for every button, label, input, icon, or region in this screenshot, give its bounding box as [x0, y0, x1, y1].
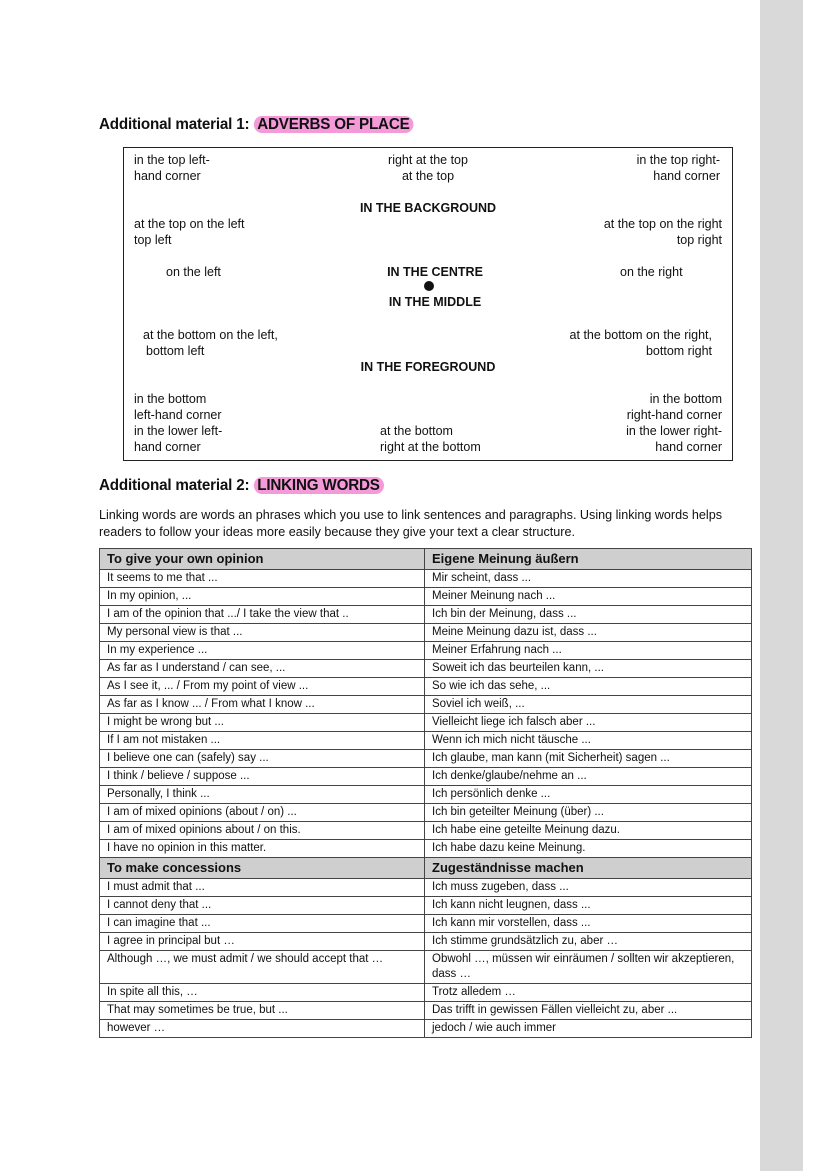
german-phrase: So wie ich das sehe, ...: [425, 678, 752, 696]
english-phrase: In spite all this, …: [100, 984, 425, 1002]
table-header-row: [100, 549, 752, 570]
pos-text: at the top on the right: [603, 217, 722, 231]
pos-text: top right: [676, 233, 722, 247]
pos-text: in the bottom: [649, 392, 722, 406]
pos-bottom-center: [380, 423, 481, 455]
english-phrase: I must admit that ...: [100, 879, 425, 897]
german-phrase: Soviel ich weiß, ...: [425, 696, 752, 714]
german-phrase: Ich kann nicht leugnen, dass ...: [425, 897, 752, 915]
table-row: [100, 897, 752, 915]
english-phrase: Although …, we must admit / we should accept that …: [100, 951, 425, 984]
linking-words-table: [99, 548, 752, 1038]
table-row: [100, 696, 752, 714]
table-row: [100, 1020, 752, 1038]
table-row: [100, 933, 752, 951]
pos-text: hand corner: [134, 169, 201, 183]
table-row: [100, 840, 752, 858]
english-phrase: I can imagine that ...: [100, 915, 425, 933]
table-row: [100, 678, 752, 696]
pos-text: bottom right: [645, 344, 712, 358]
pos-foreground: IN THE FOREGROUND: [360, 360, 496, 374]
table-row: [100, 915, 752, 933]
section2-heading-highlight: LINKING WORDS: [253, 477, 383, 494]
german-phrase: Ich persönlich denke ...: [425, 786, 752, 804]
pos-mid-lower-left: [143, 327, 278, 359]
pos-text: in the bottom: [134, 392, 207, 406]
german-phrase: Zugeständnisse machen: [425, 858, 752, 879]
section1-heading-prefix: Additional material 1:: [99, 116, 250, 133]
table-row: [100, 624, 752, 642]
german-phrase: Trotz alledem …: [425, 984, 752, 1002]
english-phrase: My personal view is that ...: [100, 624, 425, 642]
english-phrase: As far as I understand / can see, ...: [100, 660, 425, 678]
pos-text: right-hand corner: [626, 408, 722, 422]
english-phrase: I might be wrong but ...: [100, 714, 425, 732]
german-phrase: Das trifft in gewissen Fällen vielleicht zu, aber ...: [425, 1002, 752, 1020]
german-phrase: Ich kann mir vorstellen, dass ...: [425, 915, 752, 933]
pos-mid-upper-right: [560, 216, 722, 248]
table-row: [100, 642, 752, 660]
pos-text: hand corner: [653, 169, 720, 183]
table-row: [100, 1002, 752, 1020]
english-phrase: I am of mixed opinions (about / on) ...: [100, 804, 425, 822]
pos-text: at the top on the left: [134, 217, 245, 231]
german-phrase: Obwohl …, müssen wir einräumen / sollten wir akzeptieren, dass …: [425, 951, 752, 984]
german-phrase: Ich habe eine geteilte Meinung dazu.: [425, 822, 752, 840]
table-row: [100, 732, 752, 750]
table-row: [100, 984, 752, 1002]
pos-text: in the lower left-: [134, 424, 223, 438]
german-phrase: Vielleicht liege ich falsch aber ...: [425, 714, 752, 732]
pos-text: at the top: [401, 169, 455, 183]
pos-on-right: on the right: [620, 265, 683, 279]
english-phrase: I cannot deny that ...: [100, 897, 425, 915]
german-phrase: Soweit ich das beurteilen kann, ...: [425, 660, 752, 678]
german-phrase: Ich bin der Meinung, dass ...: [425, 606, 752, 624]
english-phrase: To give your own opinion: [100, 549, 425, 570]
pos-text: in the top left-: [134, 153, 210, 167]
table-row: [100, 951, 752, 984]
pos-middle: IN THE MIDDLE: [388, 295, 482, 309]
table-header-row: [100, 858, 752, 879]
german-phrase: jedoch / wie auch immer: [425, 1020, 752, 1038]
section1-heading: [99, 116, 413, 134]
pos-text: bottom left: [146, 344, 205, 358]
german-phrase: Ich glaube, man kann (mit Sicherheit) sagen ...: [425, 750, 752, 768]
german-phrase: Meiner Meinung nach ...: [425, 588, 752, 606]
pos-text: left-hand corner: [134, 408, 222, 422]
pos-top-center: [368, 152, 488, 184]
table-row: [100, 768, 752, 786]
section2-heading-prefix: Additional material 2:: [99, 477, 250, 494]
table-row: [100, 786, 752, 804]
english-phrase: I am of mixed opinions about / on this.: [100, 822, 425, 840]
english-phrase: I think / believe / suppose ...: [100, 768, 425, 786]
table-row: [100, 660, 752, 678]
english-phrase: To make concessions: [100, 858, 425, 879]
pos-background: IN THE BACKGROUND: [359, 201, 497, 215]
english-phrase: In my experience ...: [100, 642, 425, 660]
english-phrase: As far as I know ... / From what I know ...: [100, 696, 425, 714]
pos-bottom-right: [580, 391, 722, 455]
pos-text: top left: [134, 233, 172, 247]
table-row: [100, 804, 752, 822]
centre-dot: [424, 281, 434, 291]
table-row: [100, 750, 752, 768]
section1-heading-highlight: ADVERBS OF PLACE: [253, 116, 413, 133]
table-row: [100, 879, 752, 897]
german-phrase: Ich denke/glaube/nehme an ...: [425, 768, 752, 786]
pos-bottom-left: [134, 391, 222, 455]
english-phrase: If I am not mistaken ...: [100, 732, 425, 750]
pos-text: at the bottom on the left,: [143, 328, 278, 342]
german-phrase: Meiner Erfahrung nach ...: [425, 642, 752, 660]
english-phrase: I have no opinion in this matter.: [100, 840, 425, 858]
german-phrase: Ich stimme grundsätzlich zu, aber …: [425, 933, 752, 951]
english-phrase: It seems to me that ...: [100, 570, 425, 588]
german-phrase: Meine Meinung dazu ist, dass ...: [425, 624, 752, 642]
pos-mid-lower-right: [540, 327, 712, 359]
pos-text: hand corner: [655, 440, 722, 454]
german-phrase: Ich muss zugeben, dass ...: [425, 879, 752, 897]
german-phrase: Ich bin geteilter Meinung (über) ...: [425, 804, 752, 822]
right-margin-bar: [760, 0, 803, 1171]
german-phrase: Eigene Meinung äußern: [425, 549, 752, 570]
table-row: [100, 822, 752, 840]
pos-text: right at the bottom: [380, 440, 481, 454]
pos-text: hand corner: [134, 440, 201, 454]
english-phrase: As I see it, ... / From my point of view ...: [100, 678, 425, 696]
pos-text: right at the top: [388, 153, 468, 167]
table-row: [100, 588, 752, 606]
english-phrase: Personally, I think ...: [100, 786, 425, 804]
table-row: [100, 714, 752, 732]
english-phrase: I am of the opinion that .../ I take the view that ..: [100, 606, 425, 624]
german-phrase: Wenn ich mich nicht täusche ...: [425, 732, 752, 750]
pos-centre: IN THE CENTRE: [387, 265, 483, 279]
english-phrase: In my opinion, ...: [100, 588, 425, 606]
pos-text: at the bottom: [380, 424, 453, 438]
pos-text: at the bottom on the right,: [569, 328, 712, 342]
pos-on-left: on the left: [166, 265, 221, 279]
pos-top-right: [590, 152, 720, 184]
table-row: [100, 606, 752, 624]
pos-text: in the lower right-: [626, 424, 722, 438]
table-row: [100, 570, 752, 588]
english-phrase: That may sometimes be true, but ...: [100, 1002, 425, 1020]
english-phrase: however …: [100, 1020, 425, 1038]
german-phrase: Ich habe dazu keine Meinung.: [425, 840, 752, 858]
pos-text: in the top right-: [636, 153, 720, 167]
english-phrase: I agree in principal but …: [100, 933, 425, 951]
german-phrase: Mir scheint, dass ...: [425, 570, 752, 588]
pos-mid-upper-left: [134, 216, 245, 248]
linking-words-intro: Linking words are words an phrases which you use to link sentences and paragraphs. Using linking words helps readers to follow your ideas more easily because they give your text a clear structure.: [99, 508, 723, 539]
english-phrase: I believe one can (safely) say ...: [100, 750, 425, 768]
pos-top-left: [134, 152, 210, 184]
section2-heading: [99, 477, 384, 495]
